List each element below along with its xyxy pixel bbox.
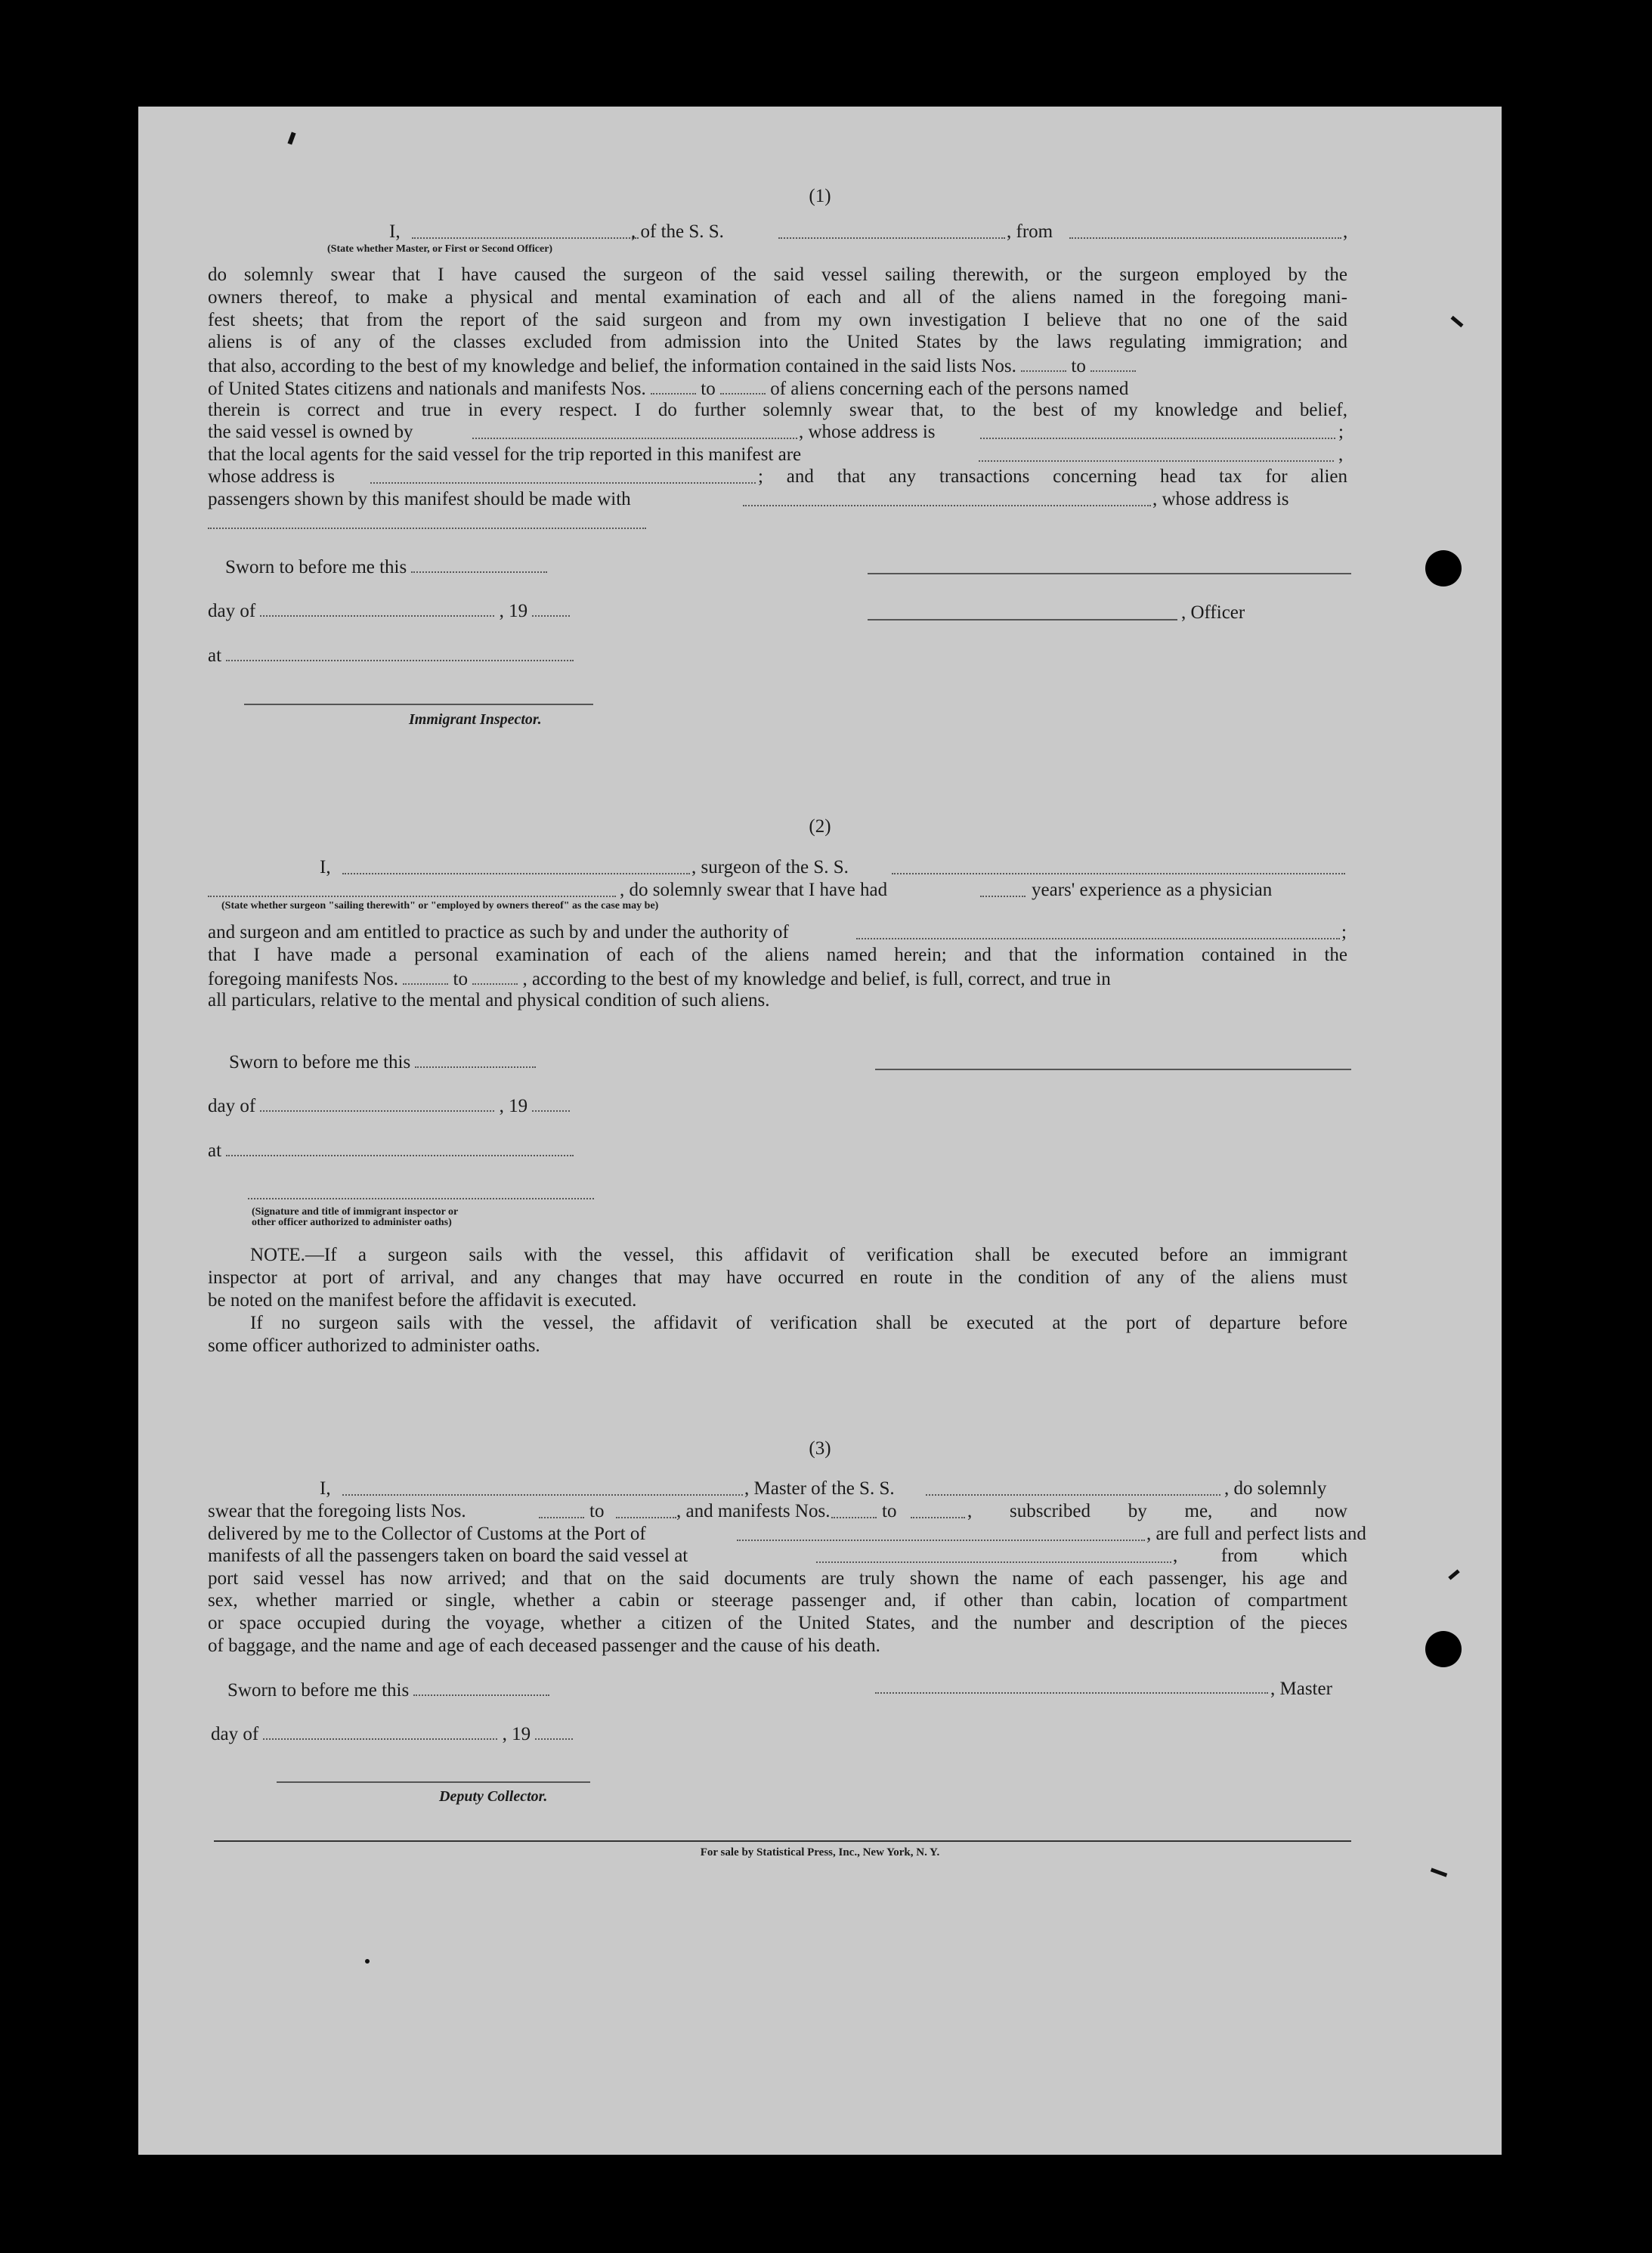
section-2-number: (2) [809, 816, 831, 837]
head-tax-address-field[interactable] [208, 528, 646, 529]
note-line: If no surgeon sails with the vessel, the affidavit of verification shall be executed at the port of departure before [250, 1313, 1347, 1333]
manifests-to-field[interactable] [720, 376, 766, 395]
surgeon-vessel-field[interactable] [892, 873, 1345, 874]
surgeon-name-field[interactable] [342, 873, 690, 874]
manifests-to-field-2[interactable] [472, 967, 518, 985]
lists-to-field[interactable] [1091, 354, 1136, 372]
agents-field[interactable] [979, 460, 1334, 462]
inspector-caption: Immigrant Inspector. [409, 711, 542, 728]
master-name-field[interactable] [342, 1494, 743, 1496]
at-line-2: at [208, 1138, 661, 1162]
from-field[interactable] [1069, 237, 1341, 239]
section-1-para-line: that also, according to the best of my knowledge and belief, the information contained in the said lists Nos. to [208, 354, 1347, 378]
owner-address-field[interactable] [980, 438, 1335, 439]
port-field[interactable] [737, 1540, 1145, 1541]
day-of-field-2[interactable] [260, 1094, 494, 1112]
lists-from-field-3[interactable] [539, 1517, 584, 1518]
section-2-para-line: that I have made a personal examination of each of the aliens named herein; and that the information contained in the [208, 945, 1347, 965]
note-line: inspector at port of arrival, and any changes that may have occurred en route in the condition of any of the aliens must [208, 1267, 1347, 1288]
section-1-para-line: of United States citizens and nationals and manifests Nos. to of aliens concerning each of the persons named [208, 376, 1347, 401]
sworn-line-1: Sworn to before me this [225, 555, 679, 579]
year-field[interactable] [532, 599, 570, 617]
agents-address-field[interactable] [370, 482, 756, 484]
footer-rule [214, 1840, 1351, 1842]
edge-mark [1431, 1868, 1447, 1877]
years-field[interactable] [980, 896, 1026, 897]
section-2-para-line: foregoing manifests Nos. to , according to the best of my knowledge and belief, is full, correct, and true in [208, 967, 1347, 991]
note-line: be noted on the manifest before the affidavit is executed. [208, 1290, 637, 1311]
signature-caption-line-2: other officer authorized to administer oaths) [252, 1217, 452, 1228]
year-field-3[interactable] [535, 1722, 573, 1740]
officer-label: , Officer [1181, 602, 1245, 623]
form-page: (1) I, , of the S. S. , from , (State whether Master, or First or Second Officer) do solemnly swear that I have caused the surgeon of the said vessel sailing therewith, or the surgeon employed by the owners thereof, to make a physical and mental examination of each and all of the aliens named in the foregoing mani- fest sheets; that from the report of the said surgeon and from my own investigation I believe that no one of the said aliens is of any of the classes excluded from admission into the United States by the laws regulating immigration; and that also, according to the best of my knowledge and belief, the information contained in the said lists Nos. to of United States citizens and nationals and manifests Nos. to of aliens concerning each of the persons named therein is correct and true in every respect. I do further solemnly swear that, to the best of my knowledge and belief, the said vessel is owned by , whose address is ; that the local agents for the said vessel for the trip reported in this manifest are , whose address is ; and that any transactions concerning head tax for alien passengers shown by this manifest should be made with , whose address is Sworn to before me this day of , 19 , Officer at Immigrant Inspector. (2) I, , surgeon of the S. S. , do solemnly swear that I have had years' experience as a physician (State whether surgeon "sailing therewith" or "employed by owners thereof" as the case may be) and surgeon and am entitled to practice as such by and under the authority of ; that I have made a personal examination of each of the aliens named herein; and that the information contained in the foregoing manifests Nos. to , according to the best of my knowledge and belief, is full, correct, and true in all particulars, relative to the mental and physical condition of such aliens. Sworn to before me this day of , 19 at (Signature and title of immigrant inspector or other officer authorized to administer oaths) NOTE.—If a surgeon sails with the vessel, this affidavit of verification shall be executed before an immigrant inspector at port of arrival, and any changes that may have occurred en route in the condition of any of the aliens must be noted on the manifest before the affidavit is executed. If no surgeon sails with the vessel, the affidavit of verification shall be executed at the port of departure before some officer authorized to administer oaths. (3) I, , Master of the S. S. , do solemnly swear that the foregoing lists Nos. to , and manifests Nos. to , subscribed by me, and now delivered by me to the Collector of Customs at the Port of , are full and perfect lists and manifests of all the passengers taken on board the said vessel at , from which port said vessel has now arrived; and that on the said documents are truly shown the name of each passenger, his age and sex, whether married or single, whether a cabin or steerage passenger and, if other than cabin, location of compartment or space occupied during the voyage, whether a citizen of the United States, and the number and description of the pieces of baggage, and the name and age of each deceased passenger and the cause of his death. Sworn to before me this , Master day of , 19 Deputy Collector. For sale by Statistical Press, Inc., New York, N. Y. [138, 107, 1502, 2155]
section-3-para-line: port said vessel has now arrived; and that on the said documents are truly shown the name of each passenger, his age and [208, 1568, 1347, 1589]
day-of-field-3[interactable] [263, 1722, 497, 1740]
note-line: some officer authorized to administer oaths. [208, 1335, 540, 1356]
owner-field[interactable] [472, 438, 797, 439]
collector-signature-line[interactable] [277, 1781, 590, 1783]
sworn-day-field[interactable] [411, 555, 547, 573]
inspector-signature-line[interactable] [244, 704, 593, 705]
rank-caption: (State whether Master, or First or Second Officer) [327, 243, 553, 255]
day-of-line-1: day of , 19 [208, 599, 661, 623]
sworn-line-2: Sworn to before me this [229, 1050, 682, 1074]
section-1-para-line: do solemnly swear that I have caused the surgeon of the said vessel sailing therewith, or the surgeon employed by the [208, 265, 1347, 285]
footer-imprint: For sale by Statistical Press, Inc., New York, N. Y. [700, 1846, 940, 1858]
at-field[interactable] [226, 643, 574, 661]
section-3-number: (3) [809, 1438, 831, 1459]
lists-to-field-3[interactable] [616, 1517, 676, 1518]
at-field-2[interactable] [226, 1138, 574, 1156]
sworn-line-3: Sworn to before me this [227, 1678, 681, 1702]
master-label: , Master [1270, 1679, 1332, 1699]
surgeon-signature-line[interactable] [875, 1069, 1351, 1070]
sworn-day-field-3[interactable] [413, 1678, 549, 1696]
inspector-signature-line-2[interactable] [248, 1198, 594, 1199]
signature-caption-line-1: (Signature and title of immigrant inspector or [252, 1206, 459, 1218]
punch-hole-top [1425, 550, 1462, 586]
surgeon-status-field[interactable] [208, 896, 616, 897]
note-line: NOTE.—If a surgeon sails with the vessel, this affidavit of verification shall be executed before an immigrant [250, 1245, 1347, 1265]
embark-port-field[interactable] [816, 1561, 1171, 1563]
surgeon-status-caption: (State whether surgeon "sailing therewith" or "employed by owners thereof" as the case may be) [221, 900, 659, 911]
section-3-para-line: sex, whether married or single, whether a cabin or steerage passenger and, if other than cabin, location of compartment [208, 1590, 1347, 1611]
lists-from-field[interactable] [1021, 354, 1066, 372]
edge-mark [1450, 316, 1463, 327]
manifests-from-field-2[interactable] [403, 967, 448, 985]
manifests-from-field-3[interactable] [831, 1517, 877, 1518]
section-1-number: (1) [809, 186, 831, 206]
manifests-to-field-3[interactable] [911, 1517, 965, 1518]
head-tax-field[interactable] [743, 505, 1151, 506]
section-2-para-line: all particulars, relative to the mental and physical condition of such aliens. [208, 990, 770, 1010]
section-1-para-line: aliens is of any of the classes excluded from admission into the United States by the laws regulating immigration; and [208, 332, 1347, 352]
vessel-field[interactable] [778, 237, 1005, 239]
day-of-field[interactable] [260, 599, 494, 617]
master-vessel-field[interactable] [926, 1494, 1220, 1496]
section-3-para-line: or space occupied during the voyage, whether a citizen of the United States, and the number and description of the pieces [208, 1613, 1347, 1633]
officer-signature-line-2[interactable] [868, 619, 1177, 621]
section-3-para-line: of baggage, and the name and age of each deceased passenger and the cause of his death. [208, 1636, 880, 1656]
authority-field[interactable] [856, 938, 1340, 939]
year-field-2[interactable] [532, 1094, 570, 1112]
punch-hole-bottom [1425, 1631, 1462, 1667]
section-1-para-line: fest sheets; that from the report of the said surgeon and from my own investigation I believe that no one of the said [208, 310, 1347, 330]
edge-mark [1448, 1569, 1459, 1580]
master-signature-line[interactable] [875, 1692, 1268, 1694]
at-line-1: at [208, 643, 661, 667]
section-1-para-line: therein is correct and true in every respect. I do further solemnly swear that, to the best of my knowledge and belief, [208, 400, 1347, 420]
speck [365, 1959, 370, 1964]
rank-field[interactable] [412, 237, 639, 239]
officer-signature-line[interactable] [868, 573, 1351, 574]
collector-caption: Deputy Collector. [439, 1788, 548, 1805]
day-of-line-3: day of , 19 [211, 1722, 664, 1746]
manifests-from-field[interactable] [651, 376, 696, 395]
section-1-para-line: owners thereof, to make a physical and mental examination of each and all of the aliens named in the foregoing mani- [208, 287, 1347, 308]
edge-mark [287, 132, 295, 144]
sworn-day-field-2[interactable] [415, 1050, 536, 1068]
day-of-line-2: day of , 19 [208, 1094, 661, 1118]
